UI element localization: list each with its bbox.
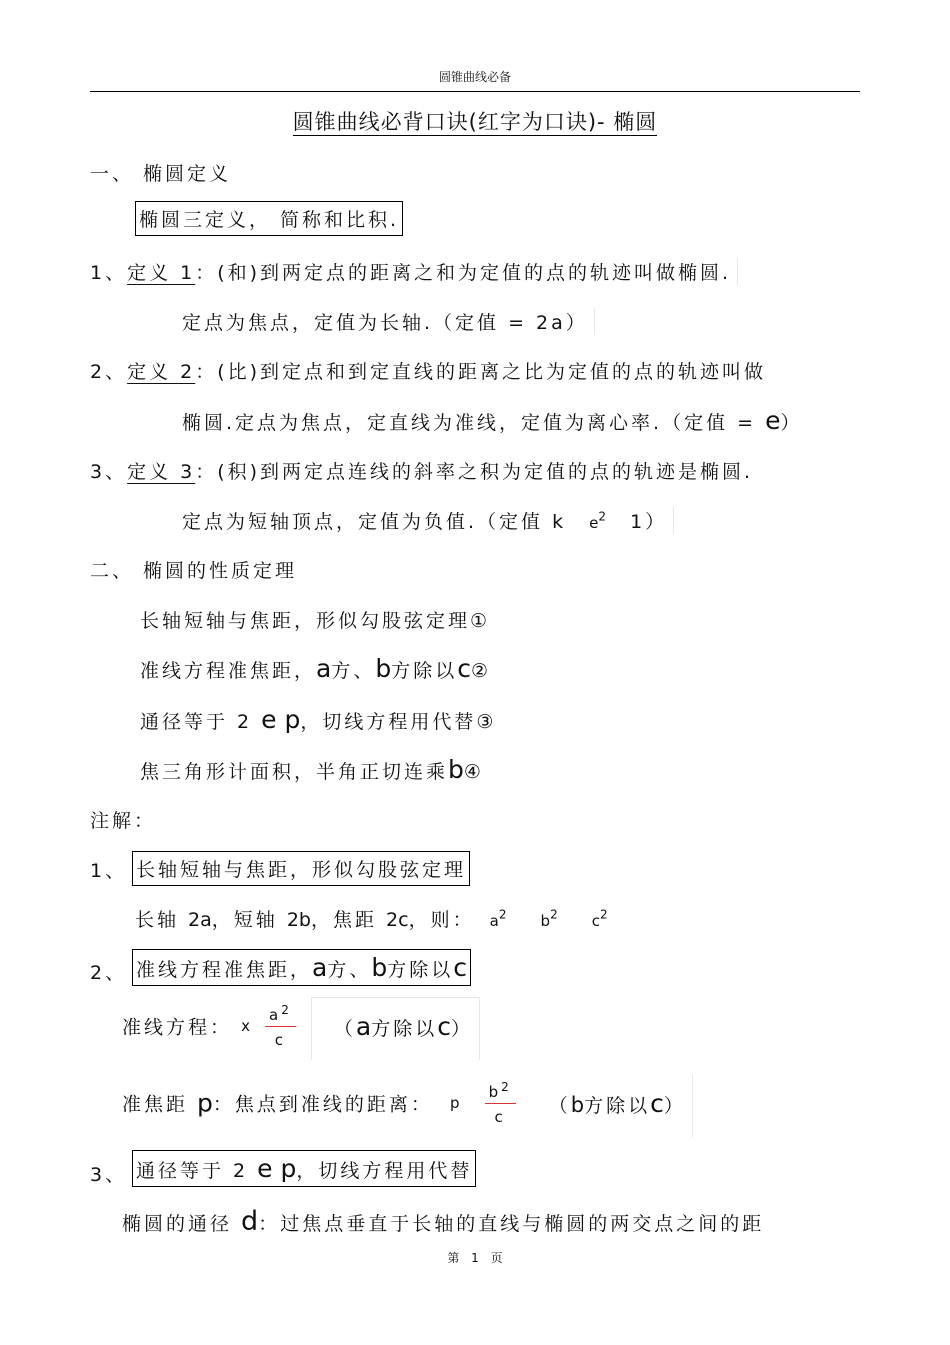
property-line-3	[140, 705, 496, 734]
n2-box-c: 方、	[327, 959, 372, 981]
n1-exp-c: 2	[600, 907, 611, 922]
n2-box-a: 准线方程准焦距，	[136, 959, 313, 981]
property-line-1: 长轴短轴与焦距，形似勾股弦定理①	[140, 610, 491, 632]
n3-text-d: d	[241, 1206, 259, 1237]
n1-a: 长轴	[135, 909, 189, 931]
property-line-2	[140, 654, 491, 683]
note2-box	[132, 949, 471, 986]
directrix-p3: ）	[451, 1017, 474, 1040]
focal-param-p3: ）	[663, 1094, 686, 1117]
focal-param-var: p	[449, 1094, 460, 1112]
page-title	[0, 106, 950, 136]
def3-label: 定义 3	[127, 461, 196, 483]
p3-b: e p	[261, 705, 301, 734]
focal-param-b: b	[570, 1092, 585, 1117]
p2-d: b	[375, 654, 392, 683]
p2-a: 准线方程准焦距，	[140, 660, 317, 682]
p2-f: c	[457, 654, 471, 683]
section2-heading: 二、 椭圆的性质定理	[90, 560, 298, 582]
focal-param-label: 准焦距	[122, 1093, 198, 1116]
n1-var-b: b	[540, 912, 551, 930]
p2-g: ②	[471, 660, 492, 682]
def2-sub-a: 椭圆.定点为焦点，定直线为准线，定值为离心率.（定值 =	[182, 412, 766, 434]
n1-var-c: c	[591, 912, 600, 930]
mnemonic-box: 椭圆三定义， 简称和比积.	[135, 201, 403, 236]
n3-box-a: 通径等于 2	[136, 1160, 258, 1182]
n1-var-a: a	[489, 912, 499, 930]
page-footer: 第 1 页	[447, 1251, 503, 1265]
def1-text: ：(和)到两定点的距离之和为定值的点的轨迹叫做椭圆.	[195, 262, 732, 284]
def2-sub-e: e	[765, 406, 781, 435]
definition-2	[90, 357, 766, 384]
directrix-label: 准线方程：	[122, 1016, 233, 1039]
focal-param-exp: 2	[501, 1080, 512, 1094]
def1-number: 1、	[90, 262, 128, 284]
directrix-p2: 方除以	[371, 1017, 438, 1040]
n1-g: ，则：	[408, 909, 475, 931]
n1-e: ，焦距	[310, 909, 387, 931]
p4-c: ④	[463, 761, 484, 783]
def3-sub-b: 1）	[630, 511, 668, 533]
focal-param-text: ：焦点到准线的距离：	[212, 1093, 433, 1116]
note1-box: 长轴短轴与焦距，形似勾股弦定理	[132, 851, 470, 886]
n3-box-c: ，切线方程用代替	[296, 1160, 473, 1182]
note1-number: 1、	[90, 860, 128, 882]
focal-param-fraction	[485, 1080, 516, 1126]
definition-1	[90, 258, 738, 285]
p4-a: 焦三角形计面积，半角正切连乘	[140, 761, 449, 783]
note3-number: 3、	[90, 1164, 128, 1186]
directrix-line	[122, 1003, 480, 1049]
def2-label: 定义 2	[127, 361, 196, 383]
def2-text: ：(比)到定点和到定直线的距离之比为定值的点的轨迹叫做	[195, 361, 767, 383]
n3-text-a: 椭圆的通径	[122, 1213, 242, 1235]
focal-param-line	[122, 1080, 693, 1126]
n2-box-f: c	[453, 953, 467, 982]
n2-box-d: b	[371, 953, 388, 982]
n1-f: 2c	[386, 909, 409, 931]
directrix-fraction	[265, 1003, 296, 1049]
p3-a: 通径等于 2	[140, 711, 262, 733]
running-header: 圆锥曲线必备	[438, 70, 511, 84]
directrix-exp: 2	[281, 1003, 292, 1017]
directrix-p1: （	[333, 1017, 356, 1040]
p2-b: a	[316, 654, 332, 683]
n3-text-b: ：过焦点垂直于长轴的直线与椭圆的两交点之间的距	[258, 1213, 765, 1235]
def3-sub-exp: 2	[598, 509, 610, 524]
notes-heading: 注解：	[90, 810, 157, 832]
note2-number: 2、	[90, 962, 128, 984]
def2-number: 2、	[90, 361, 128, 383]
n3-box-b: e p	[257, 1154, 297, 1183]
n1-c: ，短轴	[211, 909, 287, 931]
section1-heading: 一、 椭圆定义	[90, 163, 232, 185]
latus-rectum-line	[122, 1206, 764, 1237]
focal-param-p2: 方除以	[584, 1094, 651, 1117]
directrix-den: c	[274, 1031, 287, 1049]
def3-subline	[182, 507, 674, 534]
p4-b: b	[448, 755, 464, 784]
n1-b: 2a	[188, 909, 212, 931]
p2-e: 方除以	[391, 660, 458, 682]
directrix-note	[311, 997, 480, 1060]
def3-number: 3、	[90, 461, 128, 483]
focal-param-symbol: p	[197, 1088, 213, 1118]
def2-sub-b: ）	[780, 412, 803, 434]
focal-param-den: c	[494, 1108, 506, 1126]
focal-param-num: b	[488, 1083, 502, 1101]
header-rule	[90, 91, 860, 92]
p2-c: 方、	[331, 660, 376, 682]
directrix-x: x	[241, 1017, 250, 1035]
n1-exp-b: 2	[550, 907, 561, 922]
def1-subline: 定点为焦点，定值为长轴.（定值 = 2a）	[182, 308, 595, 335]
def1-label: 定义 1	[127, 262, 196, 284]
focal-param-c: c	[650, 1088, 664, 1118]
directrix-c: c	[437, 1011, 451, 1041]
def3-text: ：(积)到两定点连线的斜率之积为定值的点的轨迹是椭圆.	[195, 461, 754, 483]
n1-exp-a: 2	[498, 907, 510, 922]
property-line-4	[140, 755, 484, 784]
def2-subline	[182, 406, 803, 435]
note3-box	[132, 1150, 476, 1187]
directrix-a: a	[355, 1011, 372, 1041]
n2-box-b: a	[312, 953, 328, 982]
definition-3	[90, 457, 753, 484]
def3-sub-e: e	[589, 514, 599, 532]
page-title-text: 圆锥曲线必背口诀(红字为口诀)- 椭圆	[292, 110, 658, 134]
n2-box-e: 方除以	[387, 959, 454, 981]
note1-detail	[135, 905, 611, 932]
focal-param-note	[549, 1075, 693, 1137]
p3-c: ，切线方程用代替③	[300, 711, 497, 733]
def3-sub-a: 定点为短轴顶点，定值为负值.（定值 k	[182, 511, 567, 533]
directrix-num: a	[269, 1006, 282, 1024]
n1-d: 2b	[286, 909, 311, 931]
focal-param-p1: （	[548, 1094, 571, 1117]
